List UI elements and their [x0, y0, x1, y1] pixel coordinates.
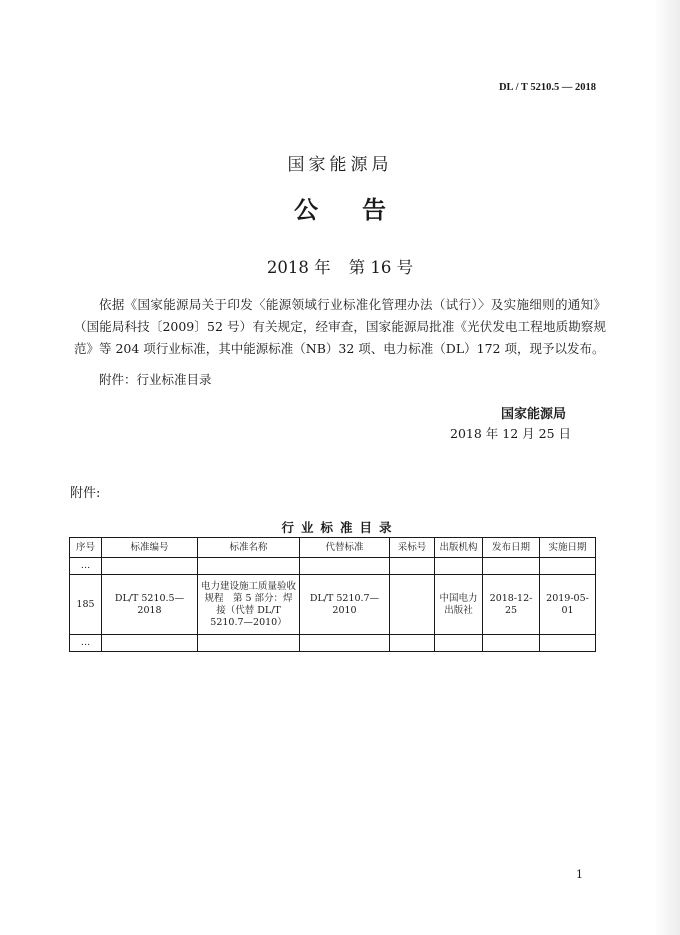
row-name: 电力建设施工质量验收规程 第 5 部分：焊接（代替 DL/T 5210.7—2010）	[198, 575, 300, 635]
header-cell: 标准名称	[198, 538, 300, 558]
header-cell: 实施日期	[540, 538, 596, 558]
table-row	[70, 635, 596, 652]
page-edge-shadow	[654, 0, 680, 935]
notice-number	[0, 254, 680, 278]
header-cell: 序号	[70, 538, 102, 558]
standard-code: DL / T 5210.5 — 2018	[498, 82, 596, 93]
annex-label: 附件:	[70, 486, 101, 501]
announcement-body: 依据《国家能源局关于印发〈能源领域行业标准化管理办法（试行）〉及实施细则的通知》（国能局科技〔2009〕52 号）有关规定，经审查，国家能源局批准《光伏发电工程地质勘察规范》等 204 项行业标准，其中能源标准（NB）32 项、电力标准（DL）172 项，现予以发布。	[74, 297, 606, 356]
signature-date: 2018 年 12 月 25 日	[450, 426, 571, 441]
agency-name: 国家能源局	[287, 155, 393, 175]
page-number: 1	[576, 868, 583, 881]
notice-issue: 第 16 号	[348, 258, 414, 277]
header-cell: 发布日期	[483, 538, 540, 558]
notice-title: 公告	[294, 196, 430, 224]
signature-org: 国家能源局	[500, 407, 566, 422]
table-row	[70, 575, 596, 635]
header-cell: 出版机构	[435, 538, 483, 558]
header-cell: 采标号	[390, 538, 435, 558]
row-number: 185	[70, 575, 102, 635]
row-adopted	[390, 575, 435, 635]
attachment-line: 附件：行业标准目录	[99, 372, 212, 387]
ellipsis-cell: …	[70, 635, 102, 652]
table-title: 行业标准目录	[281, 520, 399, 535]
row-effective-date: 2019-05-01	[540, 575, 596, 635]
row-code: DL/T 5210.5—2018	[102, 575, 198, 635]
row-publisher: 中国电力出版社	[435, 575, 483, 635]
header-cell: 标准编号	[102, 538, 198, 558]
standards-catalog-table	[69, 537, 596, 652]
row-replaces: DL/T 5210.7—2010	[300, 575, 390, 635]
notice-year: 2018 年	[266, 258, 331, 277]
table-header-row	[70, 538, 596, 558]
row-issue-date: 2018-12-25	[483, 575, 540, 635]
table-row	[70, 558, 596, 575]
header-cell: 代替标准	[300, 538, 390, 558]
ellipsis-cell: …	[70, 558, 102, 575]
